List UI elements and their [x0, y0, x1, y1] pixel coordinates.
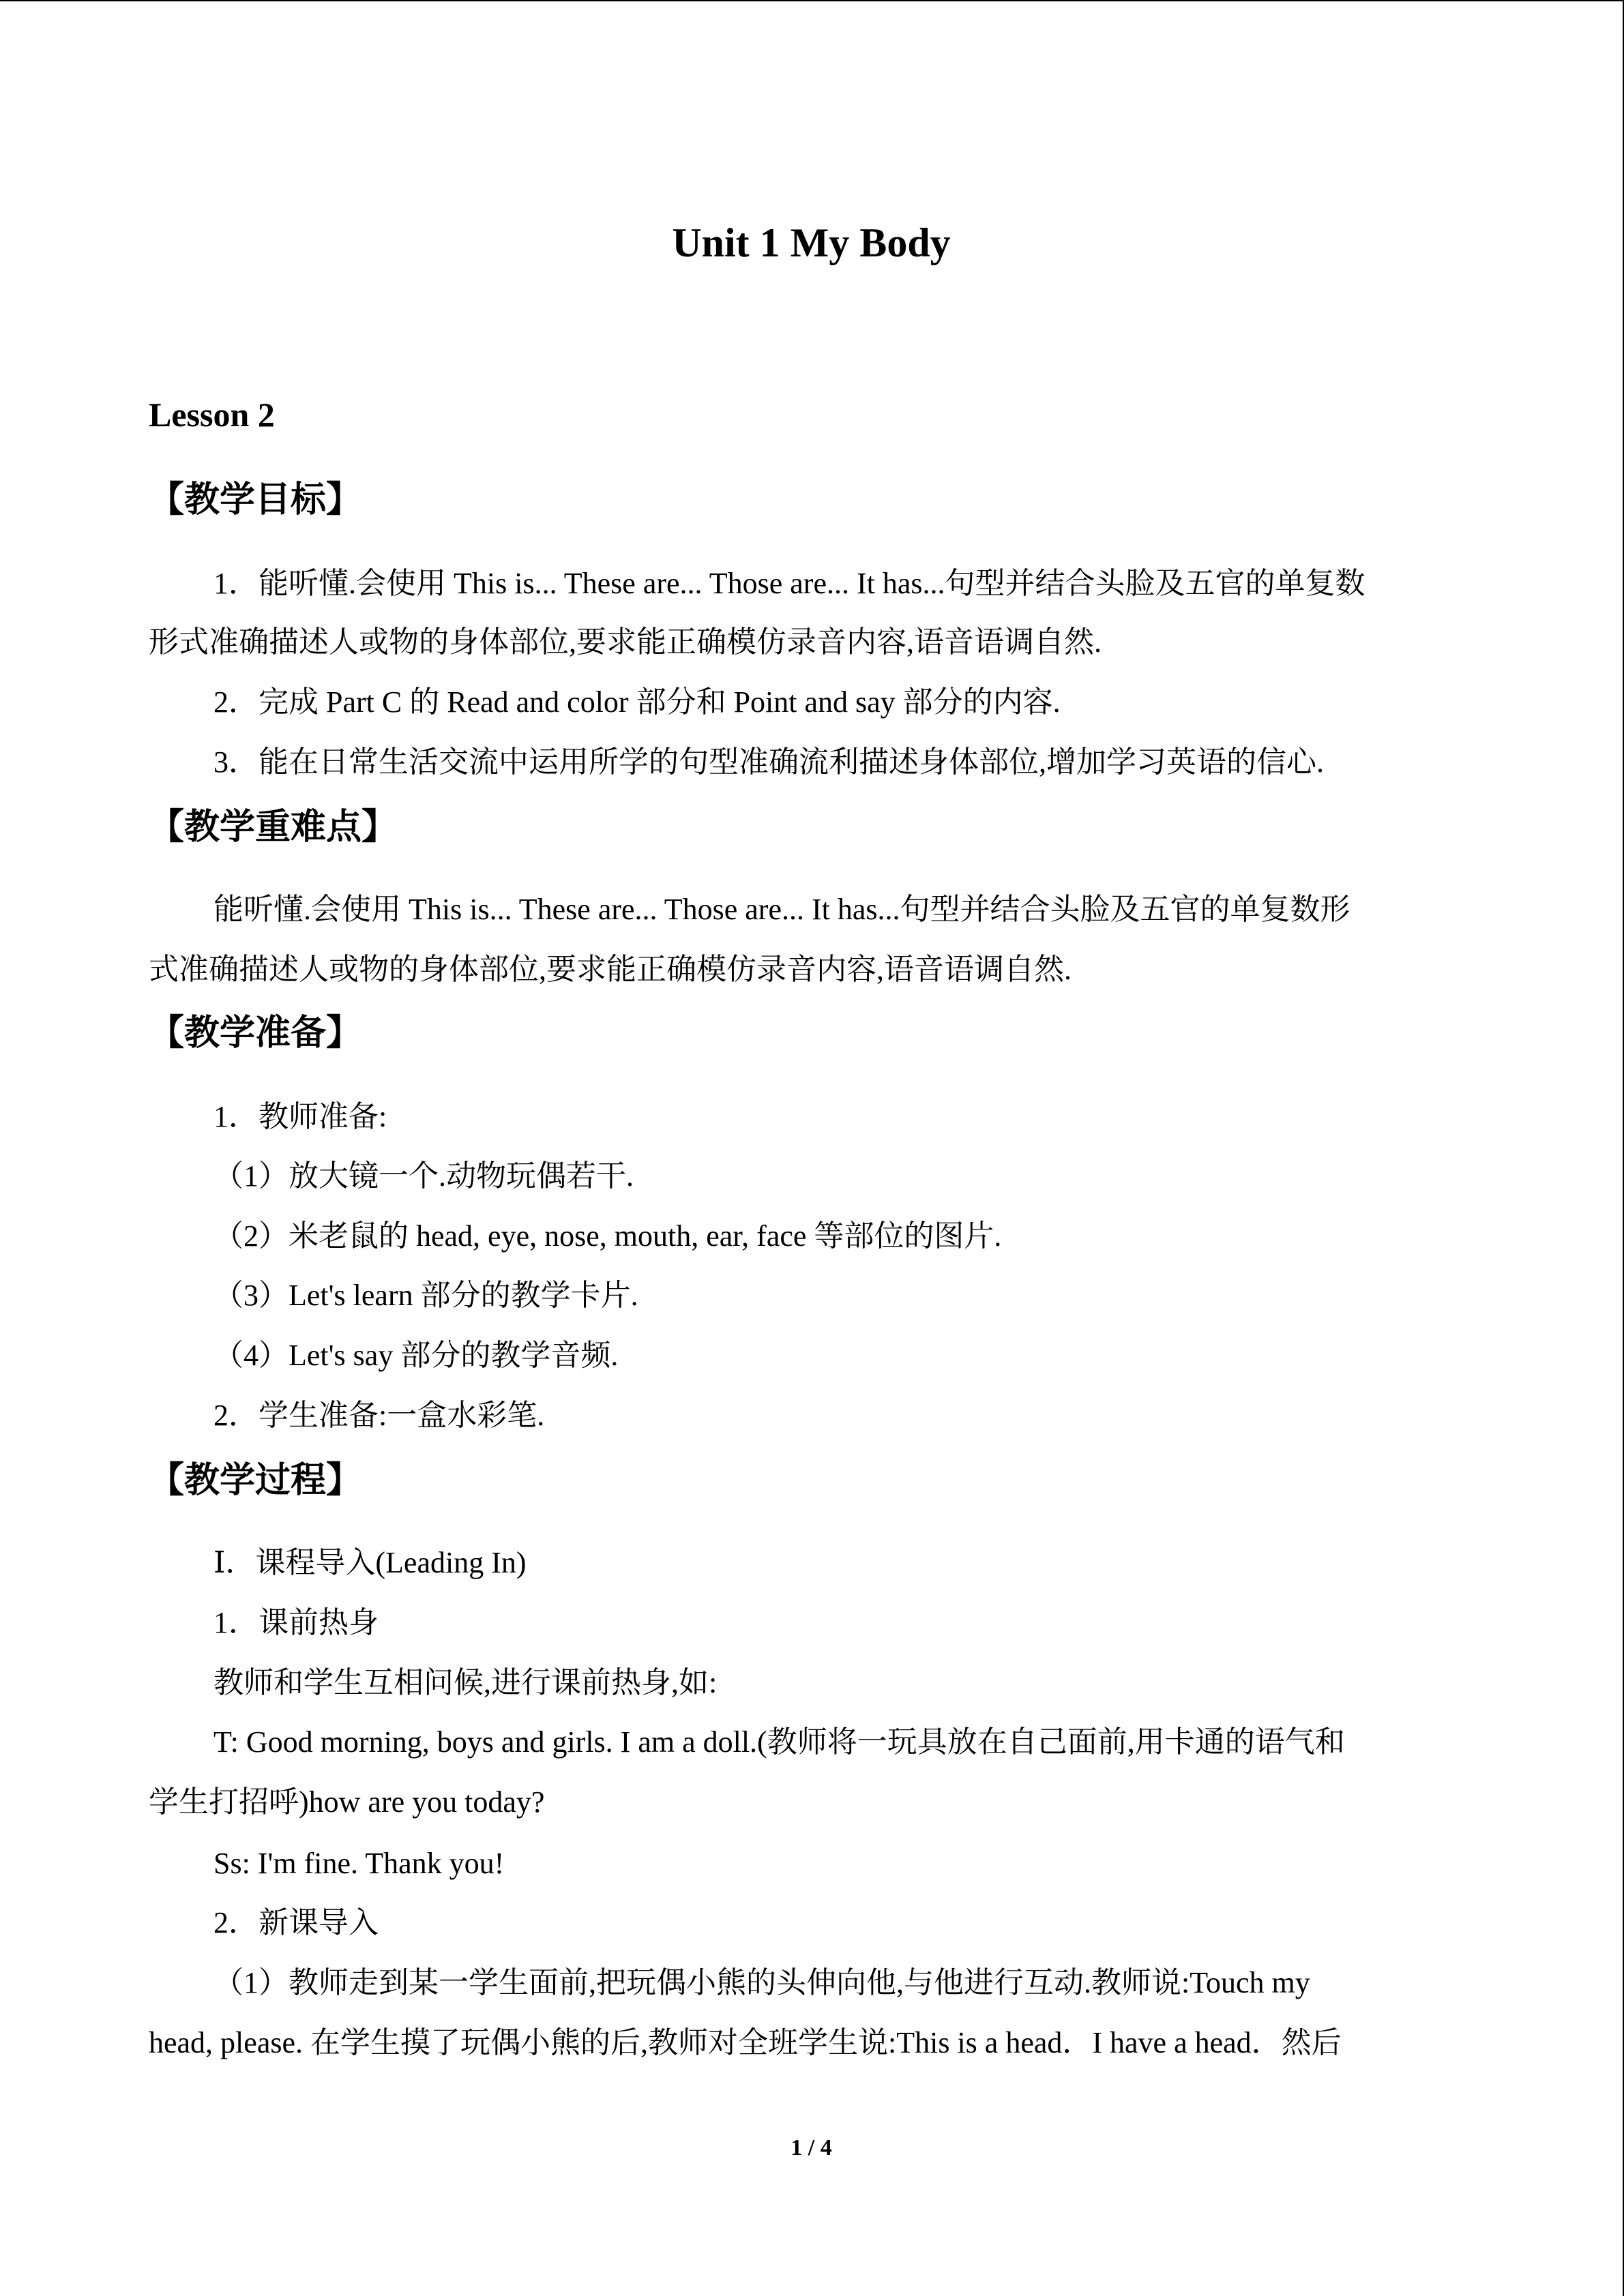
prep-student: 2．学生准备:一盒水彩笔.: [213, 1399, 545, 1432]
prep-teacher-item-2: （2）米老鼠的 head, eye, nose, mouth, ear, face 等部位的图片.: [213, 1219, 1002, 1253]
section-heading-key-points: 【教学重难点】: [149, 807, 398, 848]
objective-2: 2．完成 Part C 的 Read and color 部分和 Point and say 部分的内容.: [213, 685, 1061, 719]
prep-teacher-item-4: （4）Let's say 部分的教学音频.: [213, 1339, 619, 1372]
dialog-teacher-line-2: 学生打招呼)how are you today?: [149, 1785, 545, 1819]
page-number: 1 / 4: [791, 2135, 832, 2160]
process-step-1-line-1: （1）教师走到某一学生面前,把玩偶小熊的头伸向他,与他进行互动.教师说:Touch my: [213, 1966, 1310, 1999]
process-warmup-desc: 教师和学生互相问候,进行课前热身,如:: [213, 1666, 718, 1699]
key-points-line-1: 能听懂.会使用 This is... These are... Those are... It has...句型并结合头脸及五官的单复数形: [213, 893, 1350, 926]
prep-teacher: 1．教师准备:: [213, 1100, 387, 1133]
process-new-lesson: 2．新课导入: [213, 1906, 379, 1939]
process-warmup: 1．课前热身: [213, 1606, 379, 1639]
lesson-title: Lesson 2: [149, 396, 275, 434]
section-heading-preparation: 【教学准备】: [149, 1013, 362, 1054]
prep-teacher-item-1: （1）放大镜一个.动物玩偶若干.: [213, 1159, 634, 1193]
dialog-students: Ss: I'm fine. Thank you!: [213, 1847, 505, 1880]
objective-1-line-1: 1．能听懂.会使用 This is... These are... Those are... It has...句型并结合头脸及五官的单复数: [213, 567, 1365, 600]
key-points-line-2: 式准确描述人或物的身体部位,要求能正确模仿录音内容,语音语调自然.: [149, 953, 1072, 986]
document-title: Unit 1 My Body: [672, 220, 951, 265]
prep-teacher-item-3: （3）Let's learn 部分的教学卡片.: [213, 1279, 638, 1312]
section-heading-process: 【教学过程】: [149, 1460, 362, 1501]
section-heading-objectives: 【教学目标】: [149, 479, 362, 520]
process-part-1: Ⅰ．课程导入(Leading In): [213, 1546, 527, 1579]
objective-1-line-2: 形式准确描述人或物的身体部位,要求能正确模仿录音内容,语音语调自然.: [149, 625, 1102, 659]
objective-3: 3．能在日常生活交流中运用所学的句型准确流利描述身体部位,增加学习英语的信心.: [213, 745, 1324, 779]
dialog-teacher-line-1: T: Good morning, boys and girls. I am a doll.(教师将一玩具放在自己面前,用卡通的语气和: [213, 1725, 1345, 1759]
process-step-1-line-2: head, please. 在学生摸了玩偶小熊的后,教师对全班学生说:This is a head．I have a head．然后: [149, 2026, 1342, 2059]
